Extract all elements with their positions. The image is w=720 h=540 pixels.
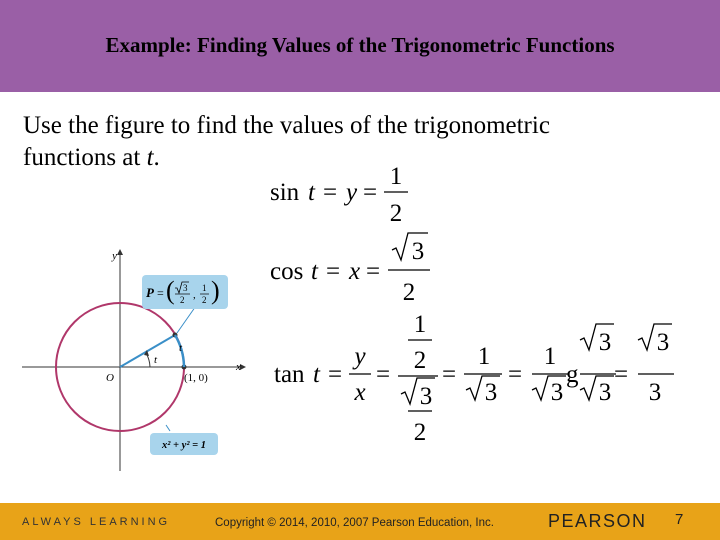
tan-eq3: = [442, 361, 457, 388]
y-axis-arrow-icon [117, 249, 123, 255]
tan-frac2-bot-num: 3 [419, 383, 433, 410]
callout-p-num2: 1 [202, 283, 207, 293]
tan-eq4: = [508, 361, 523, 388]
tan-fn: tan [274, 361, 305, 388]
callout-circle-leader [166, 425, 170, 431]
tan-frac4b-num: 3 [598, 329, 612, 356]
tan-frac4b-den: 3 [598, 379, 612, 406]
cos-eq1: = [326, 258, 341, 285]
y-axis-label: y [112, 250, 117, 262]
instructions-line-2-pre: functions at [23, 144, 147, 171]
sin-eq1: = [323, 179, 338, 206]
sin-num: 1 [389, 163, 403, 190]
tan-frac4-den: 3 [550, 379, 564, 406]
angle-label-t: t [154, 354, 158, 366]
x-axis-arrow-icon [240, 364, 246, 370]
cos-formula [268, 228, 448, 306]
callout-p-equals: = [157, 286, 164, 300]
callout-p-comma: , [193, 289, 196, 301]
cos-x: x [349, 258, 361, 285]
radius-segment [120, 335, 175, 367]
origin-label: O [106, 372, 114, 384]
sin-formula [268, 158, 428, 228]
callout-p-den2: 2 [202, 295, 207, 305]
point-label-t: t [179, 342, 183, 354]
tan-frac5-num: 3 [656, 329, 670, 356]
slide-title: Example: Finding Values of the Trigonometric Functions [105, 33, 615, 57]
tan-frac5-den: 3 [648, 379, 662, 406]
tan-mult-symbol: g [566, 361, 579, 388]
tan-eq1: = [328, 361, 343, 388]
instructions-variable-t: t [146, 144, 154, 171]
x-axis-label: x [236, 361, 241, 373]
cos-den: 2 [402, 279, 416, 306]
callout-p-den1: 2 [180, 295, 185, 305]
cos-fn: cos [270, 258, 304, 285]
callout-p-letter: P [146, 285, 154, 300]
footer-tagline: ALWAYS LEARNING [22, 516, 171, 528]
tan-frac2-bot-den: 2 [413, 419, 427, 446]
sin-y: y [346, 179, 358, 206]
tan-frac1-den: x [354, 379, 366, 406]
tan-frac3-num: 1 [477, 343, 491, 370]
footer-copyright: Copyright © 2014, 2010, 2007 Pearson Education, Inc. [215, 517, 494, 529]
tan-frac1-num: y [354, 343, 366, 370]
tan-eq2: = [376, 361, 391, 388]
unit-circle-figure [18, 245, 258, 477]
callout-p-lparen: ( [166, 276, 175, 305]
tan-frac2-top-num: 1 [413, 311, 427, 338]
callout-p-rparen: ) [211, 276, 220, 305]
instructions-line-1: Use the figure to find the values of the trigonometric [23, 112, 550, 139]
sin-eq2: = [363, 179, 378, 206]
callout-circle-equation: x² + y² = 1 [162, 440, 206, 451]
tan-formula [270, 308, 680, 448]
callout-p-sqrt-num: 3 [183, 283, 188, 293]
sin-fn: sin [270, 179, 300, 206]
tan-var: t [313, 361, 320, 388]
footer-brand-logo: PEARSON [548, 511, 647, 531]
page-number: 7 [675, 511, 684, 528]
cos-eq2: = [366, 258, 381, 285]
tan-eq5: = [614, 361, 629, 388]
instructions-line-2-post: . [153, 144, 160, 171]
sin-var: t [308, 179, 315, 206]
unit-point-label: (1, 0) [184, 372, 208, 384]
sin-den: 2 [389, 200, 403, 227]
cos-num: 3 [411, 238, 425, 265]
tan-frac2-top-den: 2 [413, 347, 427, 374]
tan-frac3-den: 3 [484, 379, 498, 406]
tan-frac4-num: 1 [543, 343, 557, 370]
cos-var: t [311, 258, 318, 285]
footer-bar [0, 503, 720, 540]
title-bar [0, 0, 720, 92]
